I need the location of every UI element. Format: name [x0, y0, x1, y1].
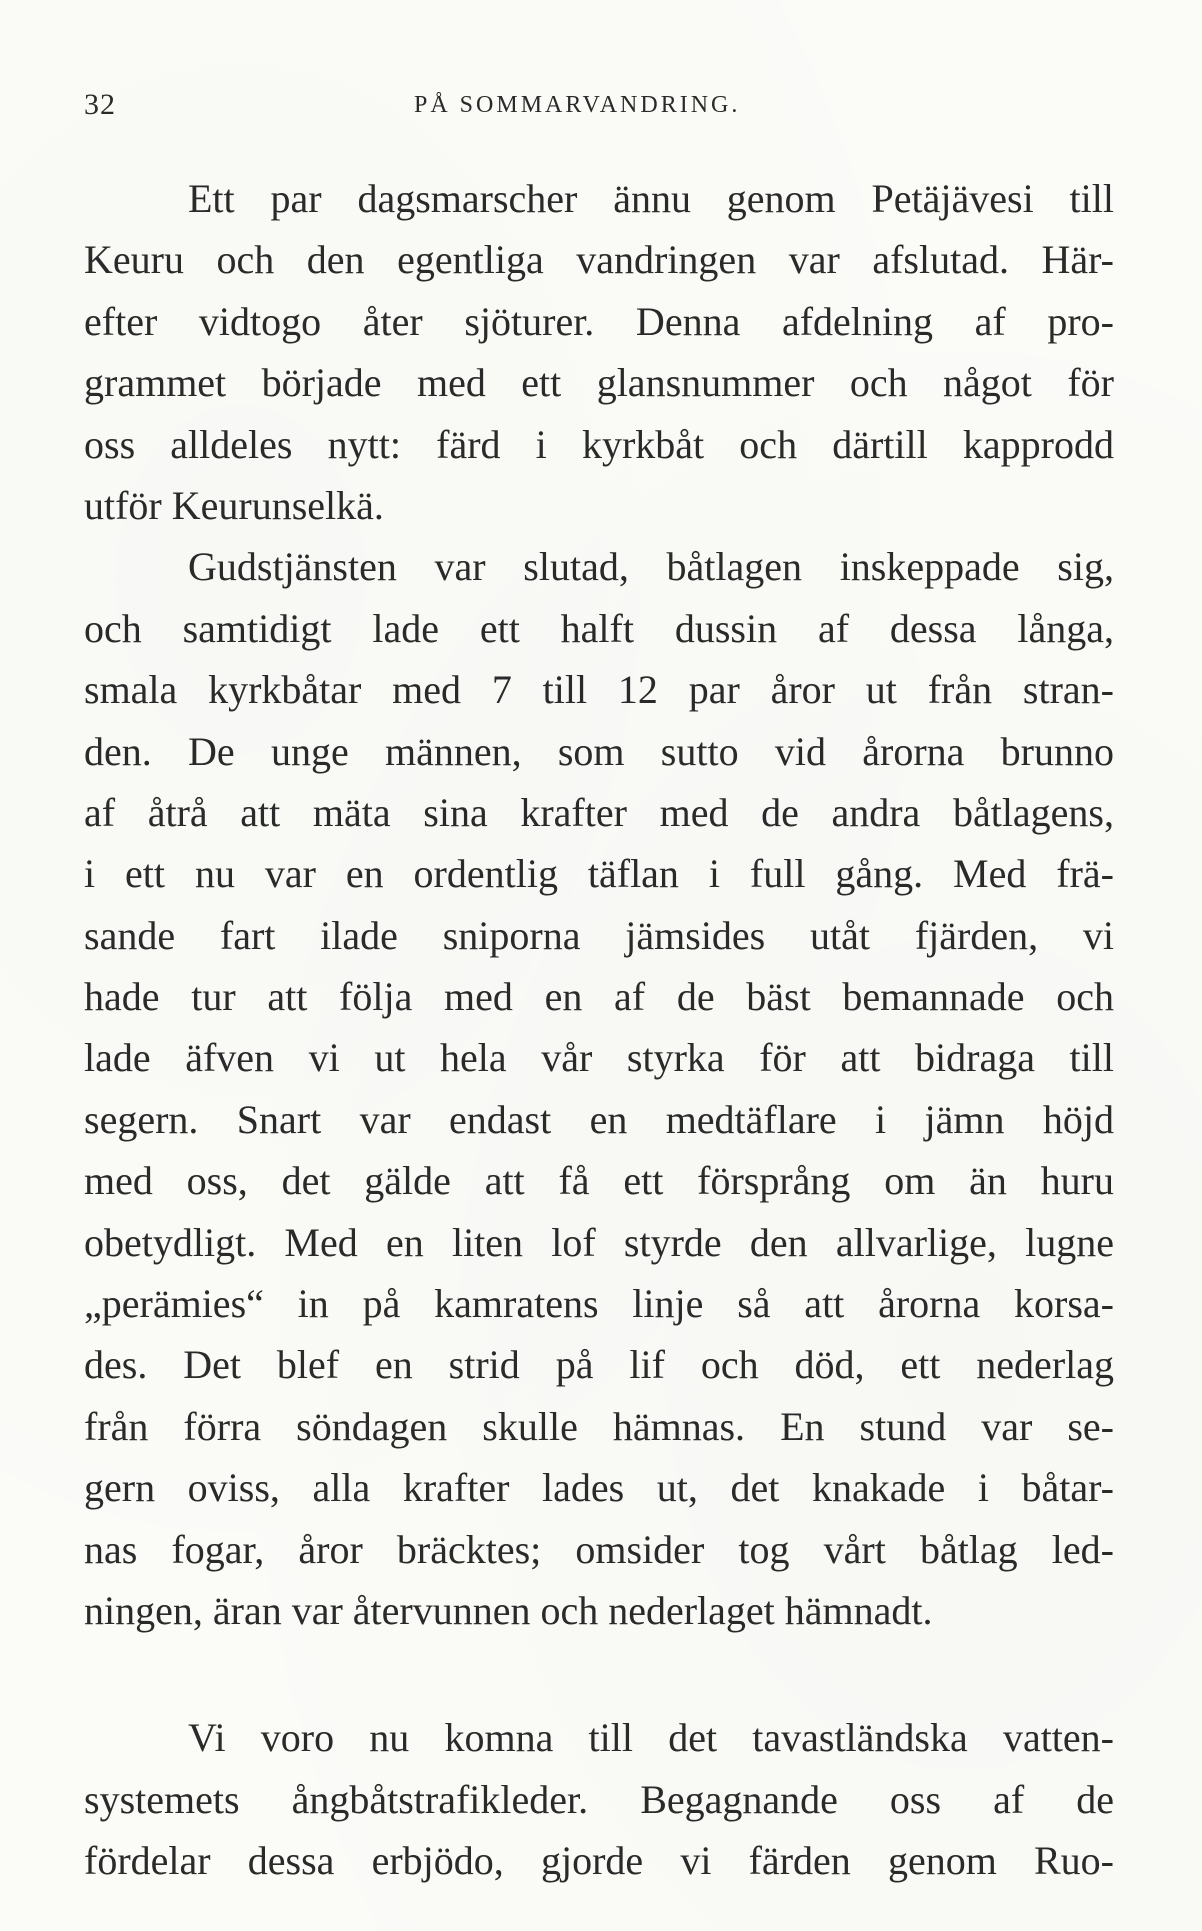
- text-line: Gudstjänsten var slutad, båtlagen inskeppade sig,: [188, 544, 1114, 590]
- body-text: [84, 168, 1114, 1892]
- running-title: PÅ SOMMARVANDRING.: [414, 92, 741, 118]
- text-line: des. Det blef en strid på lif och död, ett nederlag: [84, 1342, 1114, 1388]
- text-line: utför Keurunselkä.: [84, 482, 384, 528]
- text-line: Keuru och den egentliga vandringen var afslutad. Här-: [84, 237, 1114, 283]
- text-line: af åtrå att mäta sina krafter med de andra båtlagens,: [84, 789, 1114, 835]
- text-line: hade tur att följa med en af de bäst bemannade och: [84, 974, 1114, 1020]
- text-line: segern. Snart var endast en medtäflare i jämn höjd: [84, 1096, 1114, 1142]
- paragraph-1: [84, 168, 1114, 536]
- text-line: sande fart ilade sniporna jämsides utåt fjärden, vi: [84, 912, 1114, 958]
- text-line: Vi voro nu komna till det tavastländska vatten-: [188, 1715, 1114, 1761]
- text-line: smala kyrkbåtar med 7 till 12 par åror ut från stran-: [84, 667, 1114, 713]
- running-head: [84, 88, 1114, 128]
- text-line: efter vidtogo åter sjöturer. Denna afdelning af pro-: [84, 298, 1114, 344]
- paragraph-2: [84, 536, 1114, 1641]
- page-number: 32: [84, 88, 116, 121]
- text-line: grammet började med ett glansnummer och något för: [84, 360, 1114, 406]
- paragraph-3: [84, 1707, 1114, 1891]
- text-line: den. De unge männen, som sutto vid årorna brunno: [84, 728, 1114, 774]
- text-line: i ett nu var en ordentlig täflan i full gång. Med frä-: [84, 851, 1114, 897]
- text-line: från förra söndagen skulle hämnas. En stund var se-: [84, 1403, 1114, 1449]
- text-line: Ett par dagsmarscher ännu genom Petäjävesi till: [188, 176, 1114, 221]
- text-line: med oss, det gälde att få ett försprång om än huru: [84, 1158, 1114, 1204]
- text-line: „perämies“ in på kamratens linje så att årorna korsa-: [84, 1281, 1114, 1327]
- text-line: fördelar dessa erbjödo, gjorde vi färden genom Ruo-: [84, 1838, 1114, 1884]
- text-line: lade äfven vi ut hela vår styrka för att bidraga till: [84, 1035, 1114, 1081]
- text-line: obetydligt. Med en liten lof styrde den allvarlige, lugne: [84, 1219, 1114, 1265]
- text-line: ningen, äran var återvunnen och nederlaget hämnadt.: [84, 1587, 933, 1633]
- text-line: nas fogar, åror bräcktes; omsider tog vårt båtlag led-: [84, 1526, 1114, 1572]
- text-line: systemets ångbåtstrafikleder. Begagnande oss af de: [84, 1776, 1114, 1822]
- text-line: gern oviss, alla krafter lades ut, det knakade i båtar-: [84, 1465, 1114, 1511]
- section-gap: [84, 1641, 1114, 1707]
- text-line: och samtidigt lade ett halft dussin af dessa långa,: [84, 605, 1114, 651]
- text-line: oss alldeles nytt: färd i kyrkbåt och därtill kapprodd: [84, 421, 1114, 467]
